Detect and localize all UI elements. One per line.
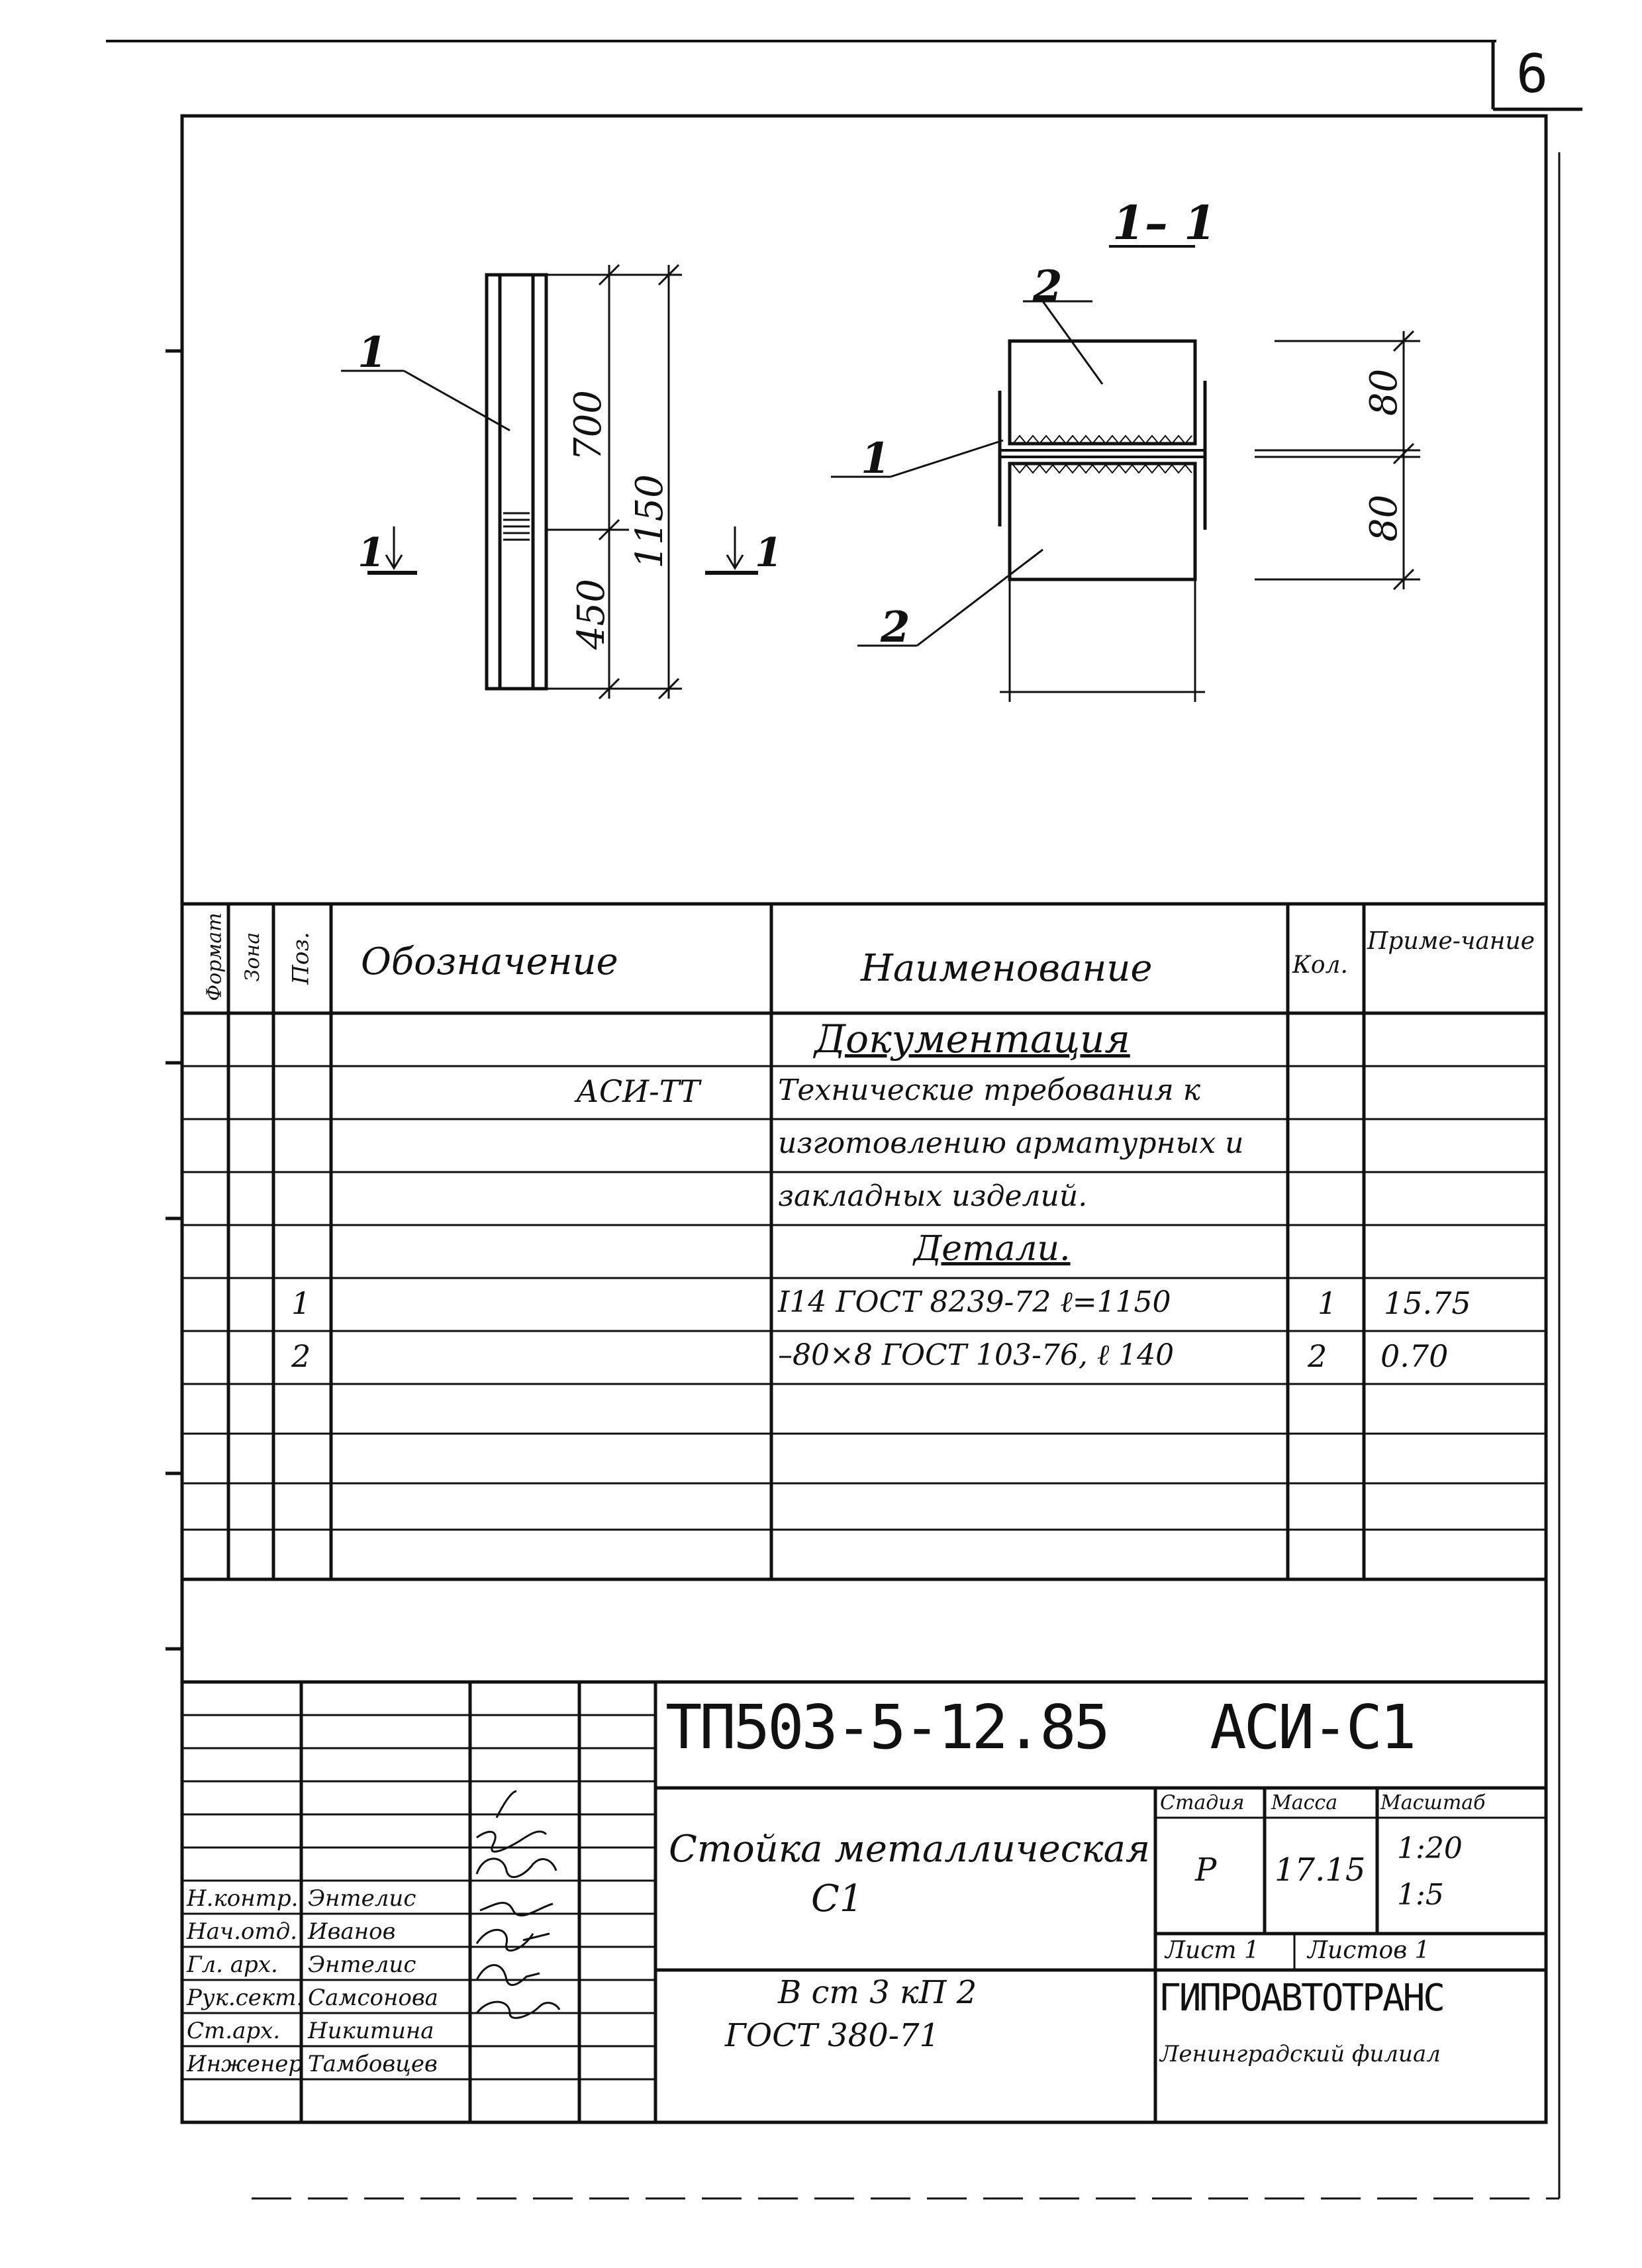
scale-value-2: 1:5 (1397, 1878, 1444, 1912)
sig-role-4: Рук.сект. (187, 1985, 304, 2011)
drawing-code: ТП503-5-12.85 АСИ-С1 (665, 1692, 1414, 1763)
mass-value: 17.15 (1275, 1851, 1366, 1889)
doc-line-2: изготовлению арматурных и (778, 1126, 1244, 1160)
row-2-pos: 2 (291, 1338, 311, 1374)
row-2-note: 0.70 (1380, 1338, 1449, 1374)
sheets-label: Листов 1 (1308, 1937, 1430, 1964)
sig-name-3: Энтелис (308, 1951, 416, 1978)
cut-label-left: 1 (358, 530, 385, 576)
sig-name-6: Тамбовцев (308, 2051, 438, 2077)
section-documentation: Документация (814, 1016, 1130, 1061)
sig-role-5: Ст.арх. (187, 2018, 281, 2044)
doc-line-3: закладных изделий. (778, 1179, 1088, 1213)
row-1-qty: 1 (1318, 1285, 1337, 1321)
dim-700: 700 (566, 390, 610, 461)
sig-name-4: Самсонова (308, 1985, 438, 2011)
header-format: Формат (203, 912, 226, 1001)
header-zone: Зона (241, 932, 265, 982)
row-1-note: 15.75 (1384, 1285, 1471, 1321)
header-pos: Поз. (287, 932, 314, 985)
header-name: Наименование (861, 947, 1153, 990)
scale-label: Масштаб (1380, 1791, 1486, 1814)
dim-80-bottom: 80 (1363, 494, 1406, 542)
header-designation: Обозначение (361, 940, 618, 983)
mass-label: Масса (1271, 1791, 1338, 1814)
cut-label-right: 1 (755, 530, 783, 576)
sig-name-1: Энтелис (308, 1885, 416, 1912)
sig-role-1: Н.контр. (187, 1885, 299, 1912)
section-parts: Детали. (914, 1229, 1071, 1269)
pos-2-top: 2 (1033, 262, 1063, 311)
sig-name-5: Никитина (308, 2018, 434, 2044)
doc-line-1: Технические требования к (778, 1073, 1201, 1107)
sig-name-2: Иванов (308, 1918, 396, 1945)
pos-1-section: 1 (861, 434, 891, 483)
title-line-2: С1 (811, 1877, 863, 1920)
doc-code: АСИ-ТТ (576, 1073, 700, 1109)
sig-role-6: Инженер (187, 2051, 303, 2077)
title-line-1: Стойка металлическая (669, 1828, 1151, 1871)
row-2-name: –80×8 ГОСТ 103-76, ℓ 140 (778, 1338, 1175, 1372)
material-line-2: ГОСТ 380-71 (725, 2017, 940, 2054)
section-view (831, 246, 1420, 702)
dim-450: 450 (569, 579, 613, 650)
row-1-pos: 1 (291, 1285, 311, 1321)
pos-2-bottom: 2 (881, 603, 910, 652)
stage-label: Стадия (1160, 1791, 1245, 1814)
section-label: 1– 1 (1112, 195, 1216, 250)
sheet-number: 6 (1516, 43, 1549, 105)
post-side-view (341, 265, 758, 699)
dim-80-top: 80 (1363, 368, 1406, 417)
scale-value-1: 1:20 (1397, 1832, 1463, 1865)
stage-value: Р (1195, 1851, 1217, 1889)
material-line-1: В ст 3 кП 2 (778, 1974, 977, 2011)
row-2-qty: 2 (1308, 1338, 1328, 1374)
sig-role-3: Гл. арх. (187, 1951, 278, 1978)
branch-name: Ленинградский филиал (1160, 2041, 1441, 2067)
header-qty: Кол. (1292, 952, 1348, 979)
organization-name: ГИПРОАВТОТРАНС (1159, 1977, 1444, 2020)
header-note: Приме-чание (1367, 928, 1535, 955)
signature-marks (477, 1791, 559, 2018)
sig-role-2: Нач.отд. (187, 1918, 297, 1945)
row-1-name: I14 ГОСТ 8239-72 ℓ=1150 (778, 1285, 1171, 1319)
dim-1150: 1150 (628, 474, 671, 569)
pos-1-left: 1 (358, 328, 387, 377)
sheet-label: Лист 1 (1165, 1937, 1259, 1964)
